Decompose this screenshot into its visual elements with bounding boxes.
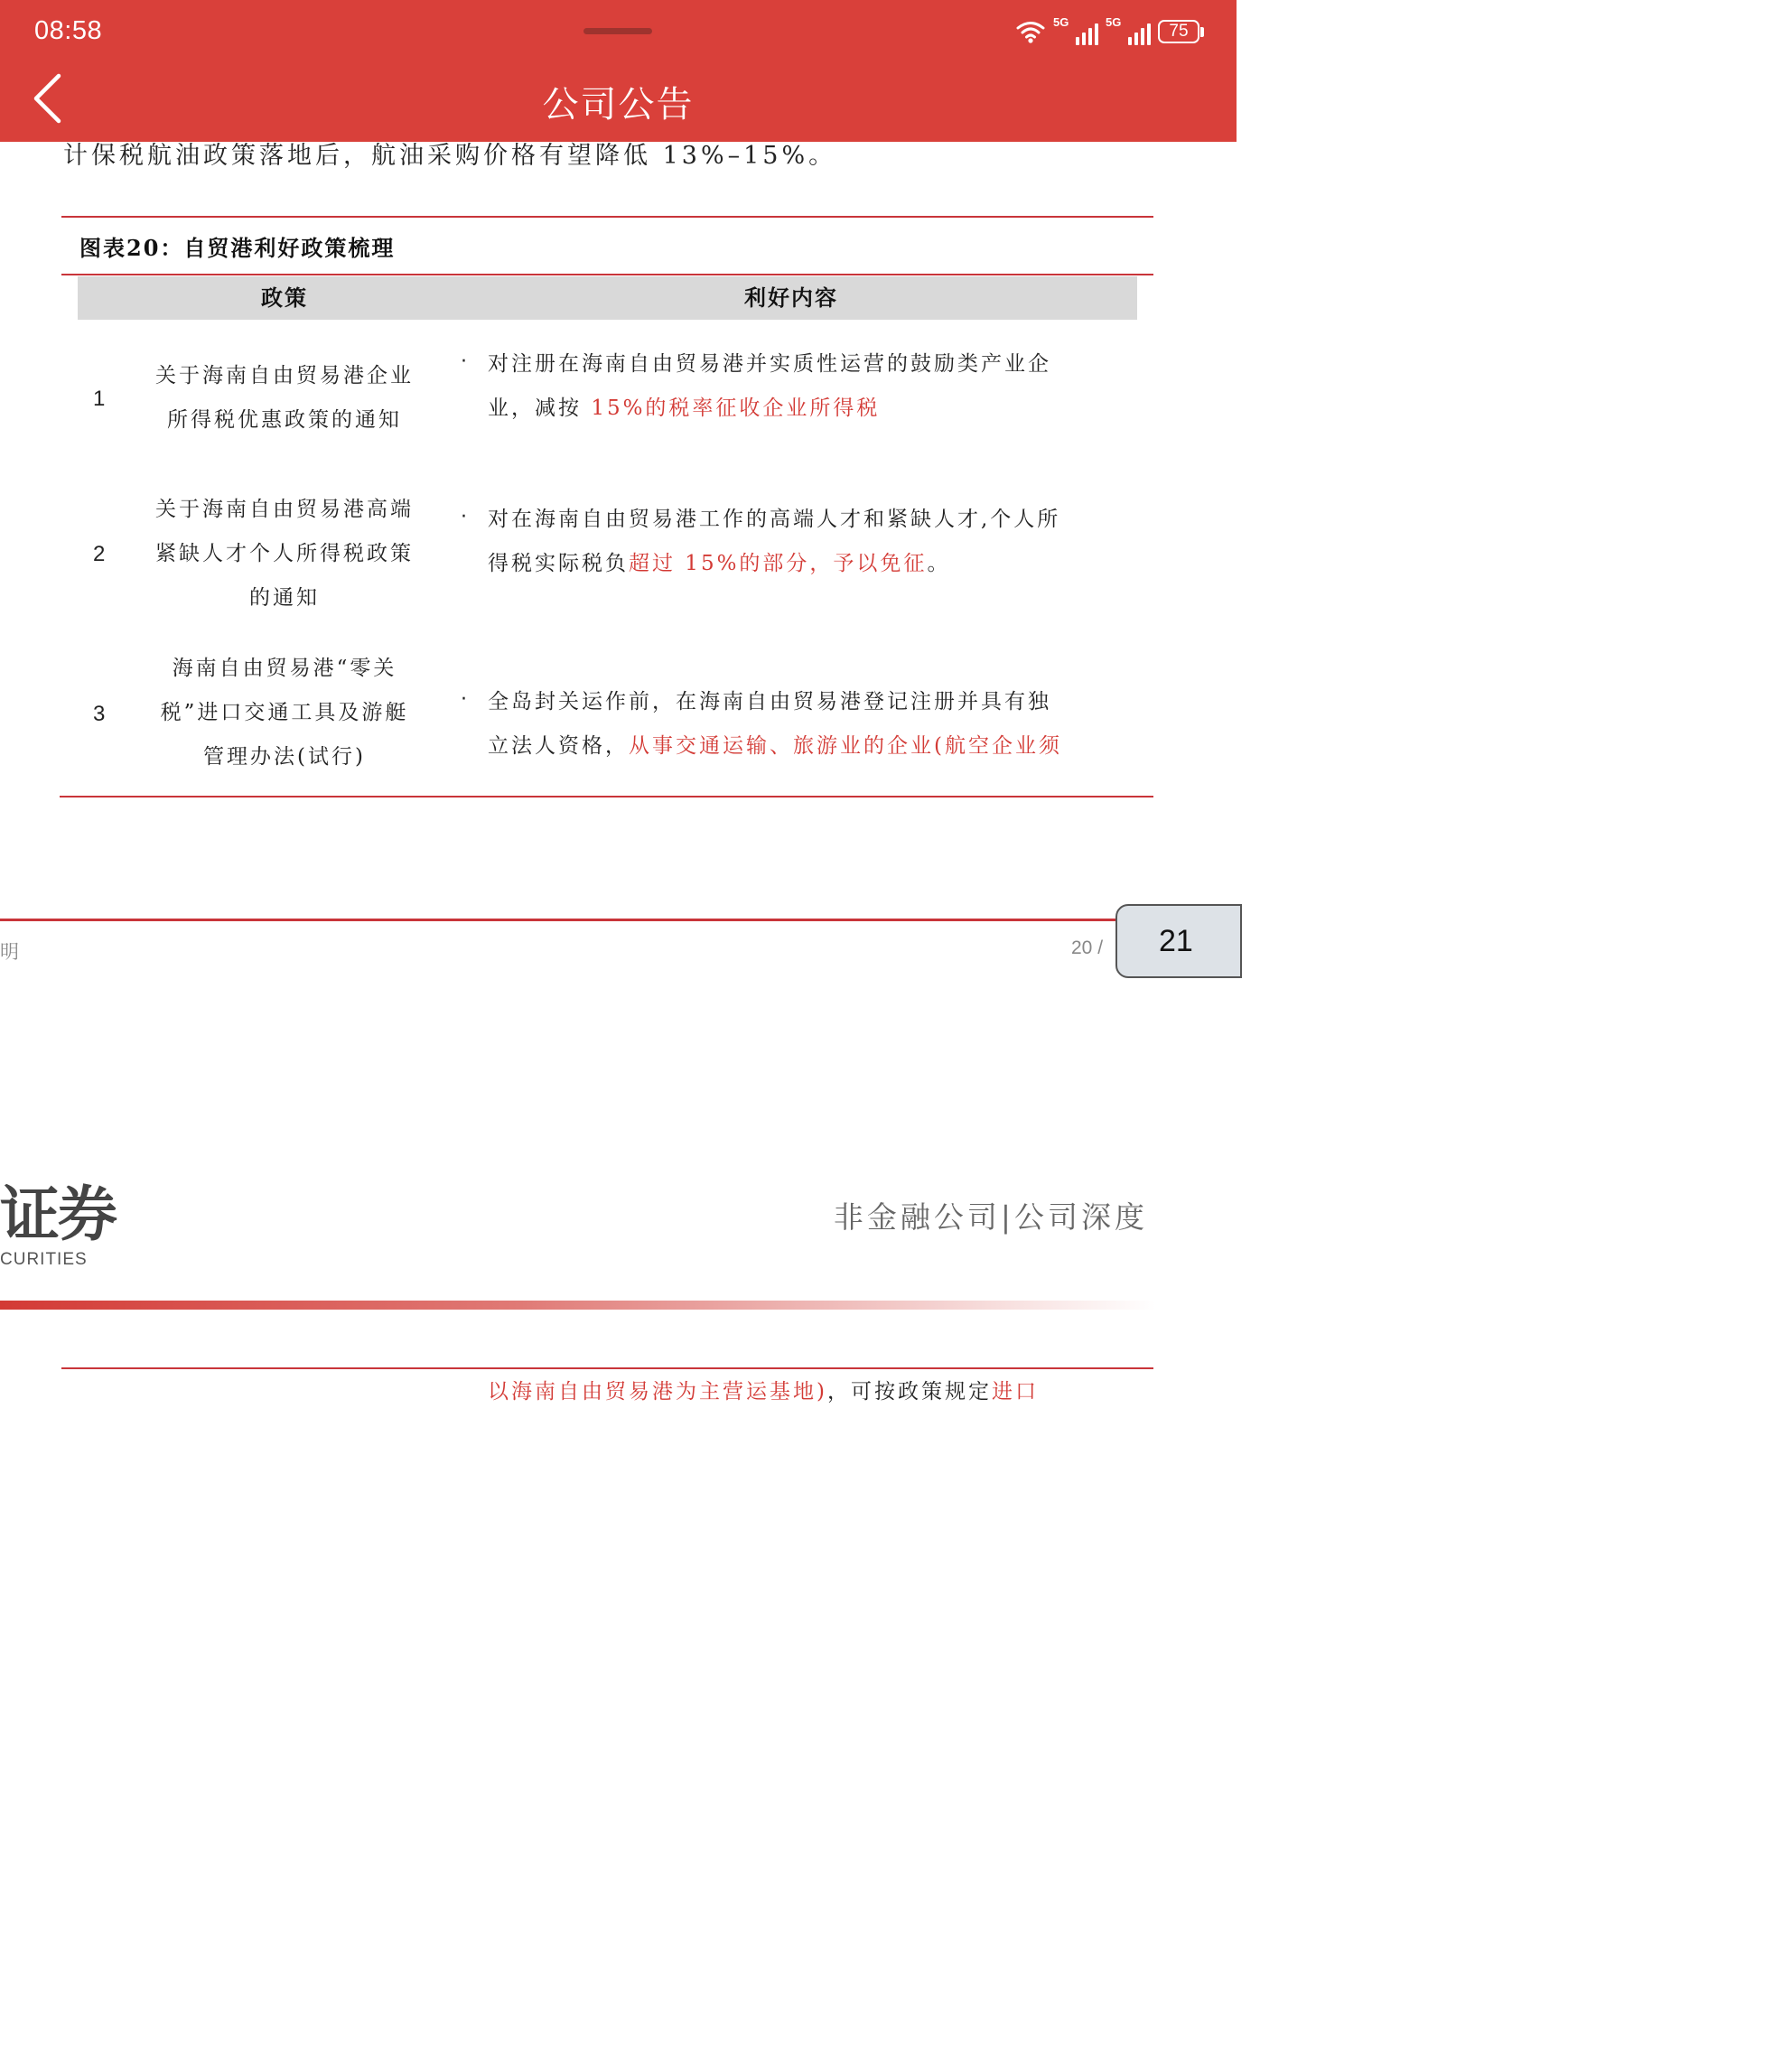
app-bar: [0, 0, 1237, 142]
page-indicator[interactable]: 21: [1115, 904, 1242, 978]
status-icons: [1015, 16, 1204, 47]
bullet: ·: [461, 350, 467, 373]
benefit-text: 对在海南自由贸易港工作的高端人才和紧缺人才,个人所 得税实际税负超过 15%的部分，予以免征。: [488, 508, 1061, 575]
page-title: 公司公告: [542, 84, 695, 126]
table-top-rule: [61, 216, 1153, 218]
status-time: 08:58: [34, 16, 103, 45]
benefit-text: 对注册在海南自由贸易港并实质性运营的鼓励类产业企 业，减按 15%的税率征收企业所得税: [488, 352, 1051, 420]
brand-logo-en: CURITIES: [0, 1250, 88, 1269]
report-category: 非金融公司|公司深度: [833, 1199, 1148, 1235]
header-gradient-bar: [0, 1301, 1156, 1310]
bullet: ·: [461, 688, 467, 711]
brand-logo: 证券: [0, 1180, 116, 1249]
policy-name: 关于海南自由贸易港高端 紧缺人才个人所得税政策 的通知: [155, 498, 414, 610]
wifi-icon: [1015, 19, 1046, 44]
figure-title: 图表20：自贸港利好政策梳理: [79, 235, 396, 261]
column-header-benefit: 利好内容: [744, 284, 838, 311]
next-table-top-rule: [61, 1367, 1153, 1369]
row-number: 2: [93, 542, 106, 566]
grab-handle[interactable]: [583, 28, 652, 34]
policy-name: 关于海南自由贸易港企业 所得税优惠政策的通知: [155, 364, 414, 432]
table-header: [78, 276, 1137, 320]
footer-rule: [0, 919, 1120, 921]
signal-1-icon: 5G: [1053, 18, 1098, 45]
intro-text: 计保税航油政策落地后，航油采购价格有望降低 13%–15%。: [63, 142, 837, 170]
table-bottom-rule: [60, 796, 1153, 797]
row-number: 1: [93, 387, 106, 411]
benefit-text: 全岛封关运作前，在海南自由贸易港登记注册并具有独 立法人资格，从事交通运输、旅游业的企业(航空企业须: [488, 690, 1062, 758]
footer-page-number: 20 /: [1071, 937, 1104, 958]
column-header-policy: 政策: [261, 284, 308, 311]
footer-disclaimer: 明: [0, 941, 19, 963]
bullet: ·: [461, 506, 467, 528]
battery-icon: [1158, 20, 1204, 43]
policy-name: 海南自由贸易港“零关 税”进口交通工具及游艇 管理办法(试行): [160, 657, 409, 769]
signal-2-icon: 5G: [1106, 18, 1151, 45]
battery-level: 75: [1158, 20, 1199, 43]
row-number: 3: [93, 702, 106, 726]
table-header-rule: [61, 274, 1153, 275]
continued-benefit-text: 以海南自由贸易港为主营运基地)，可按政策规定进口: [488, 1380, 1039, 1404]
